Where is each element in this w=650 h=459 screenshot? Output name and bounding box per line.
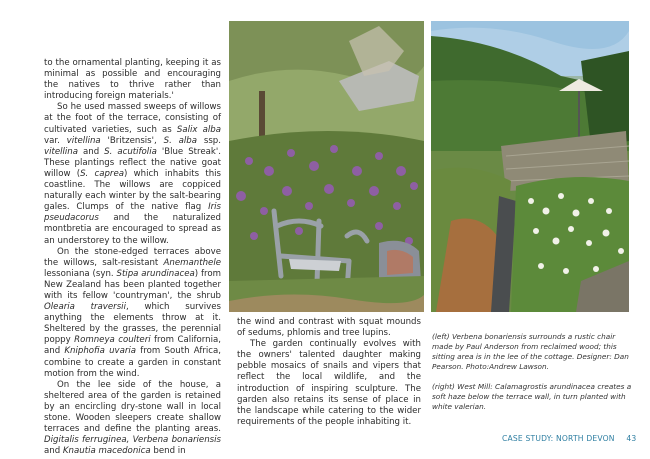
page-footer — [502, 434, 637, 443]
paragraph: the wind and contrast with squat mounds of sedums, phlomis and tree lupins. — [237, 317, 421, 339]
paragraph: So he used massed sweeps of willows at the foot of the terrace, consisting of cultivated varieties, such as Salix alba var. vitellina 'Britzensis', S. alba ssp. vitellina and S. acutifolia 'Blue Streak'. These plantings reflect the native goat willow (S. caprea) which inhabits this coastline. The willows are coppiced naturally each winter by the salt-bearing gales. Clumps of the native flag Iris pseudacorus and the naturalized montbretia are encouraged to spread as an understorey to the willow. — [44, 102, 222, 246]
body-column-1 — [44, 58, 221, 457]
paragraph: The garden continually evolves with the owners' talented daughter making pebble mosaics of snails and vipers that reflect the local wildlife, and the introduction of inspiring sculpture. The garden also retains its sense of place in the landscape while catering to the wider requirements of the people inhabiting it. — [237, 339, 421, 427]
west-mill-photo — [431, 21, 629, 312]
caption-right: (right) West Mill: Calamagrostis arundinacea creates a soft haze below the terrace wall, in turn planted with white valerian. — [432, 382, 632, 411]
photo-captions — [432, 332, 632, 422]
section-label: CASE STUDY: NORTH DEVON — [502, 434, 615, 443]
caption-left: (left) Verbena bonariensis surrounds a rustic chair made by Paul Anderson from reclaimed wood; this sitting area is in the lee of the cottage. Designer: Dan Pearson. Photo:Andrew Lawson. — [432, 332, 629, 371]
rustic-chair-photo — [229, 21, 424, 312]
garden-photo-left — [229, 21, 424, 312]
page-number: 43 — [626, 434, 637, 443]
body-column-2 — [237, 317, 421, 428]
paragraph: On the stone-edged terraces above the willows, salt-resistant Anemanthele lessoniana (syn. Stipa arundinacea) from New Zealand has been planted together with its fellow 'countryman', the shrub Olearia traversii, which survives anything the elements throw at it. Sheltered by the grasses, the perennial poppy Romneya coulteri from California, and Kniphofia uvaria from South Africa, combine to create a garden in constant motion from the wind. — [44, 246, 221, 379]
paragraph: to the ornamental planting, keeping it as minimal as possible and encouraging the natives to thrive rather than introducing foreign materials.' — [44, 58, 221, 102]
paragraph: On the lee side of the house, a sheltered area of the garden is retained by an encircling dry-stone wall in local stone. Wooden sleepers create shallow terraces and define the planting areas. Digitalis ferruginea, Verbena bonariensis and Knautia macedonica bend in — [44, 379, 221, 457]
garden-photo-right — [431, 21, 629, 312]
